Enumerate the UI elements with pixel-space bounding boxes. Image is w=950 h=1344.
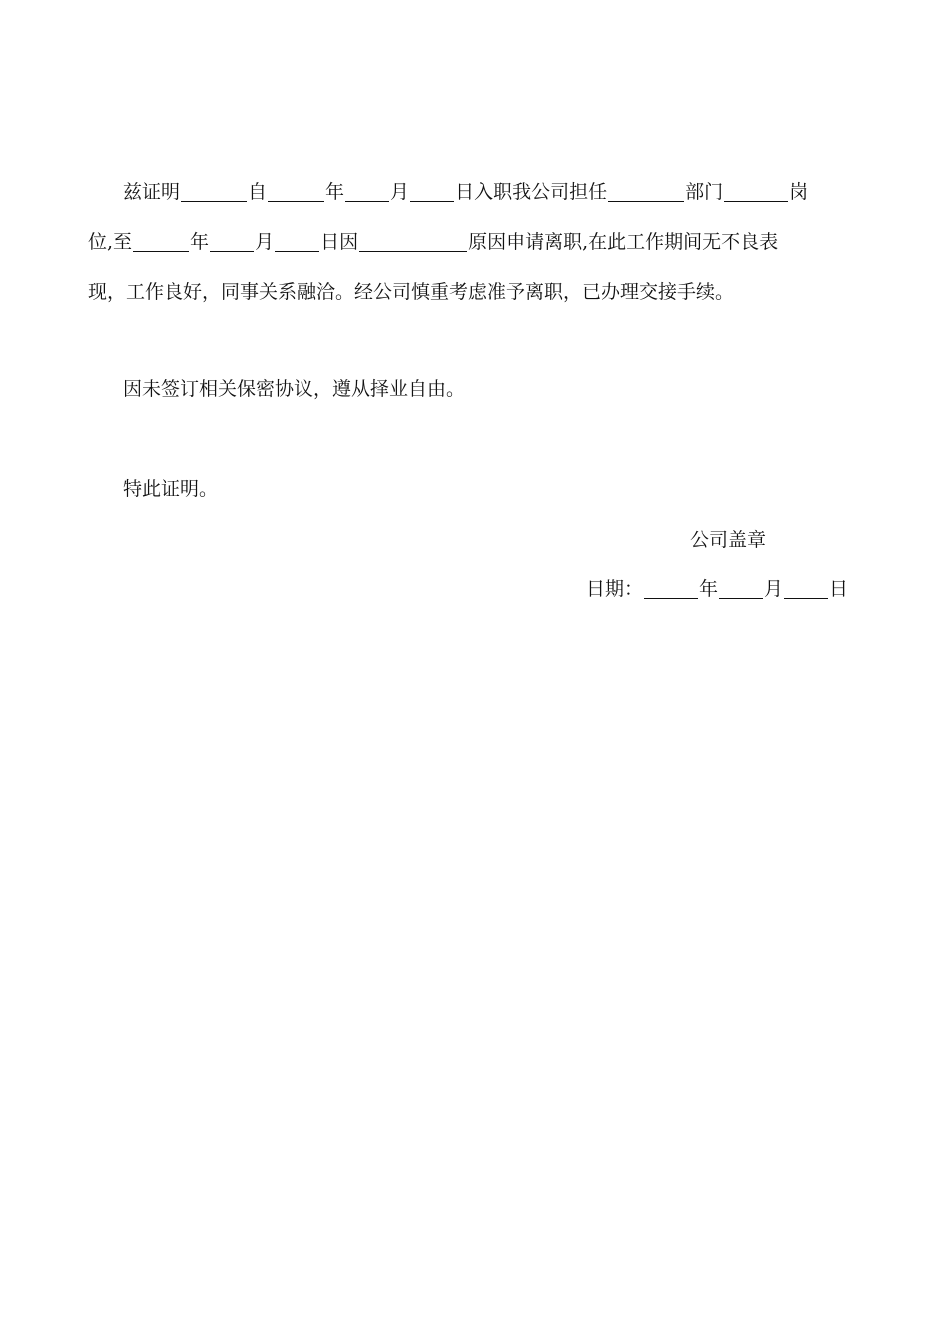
- text-resignation: 原因申请离职,在此工作期间无不良表: [468, 231, 779, 253]
- text-department: 部门: [685, 181, 724, 203]
- date-day-blank: [784, 574, 828, 599]
- name-blank: [181, 177, 247, 202]
- paragraph2: [123, 374, 863, 404]
- date-label: 日期：: [586, 578, 644, 600]
- paragraph1-line2: [88, 227, 863, 257]
- date-month-blank: [719, 574, 763, 599]
- paragraph3: [123, 474, 863, 504]
- text-year-2: 年: [190, 231, 210, 253]
- text-month-2: 月: [255, 231, 275, 253]
- date-line: [586, 574, 886, 604]
- text-hereby-certify: 特此证明。: [123, 478, 219, 500]
- date-month: 月: [764, 578, 784, 600]
- text-performance: 现，工作良好，同事关系融洽。经公司慎重考虑准予离职，已办理交接手续。: [88, 281, 735, 303]
- end-year-blank: [133, 227, 189, 252]
- end-day-blank: [275, 227, 319, 252]
- text-from: 自: [248, 181, 268, 203]
- date-day: 日: [829, 578, 849, 600]
- start-year-blank: [268, 177, 324, 202]
- paragraph1-line1: [123, 177, 863, 207]
- text-day-because: 日因: [320, 231, 359, 253]
- text-month: 月: [390, 181, 410, 203]
- position-blank: [724, 177, 788, 202]
- reason-blank: [359, 227, 467, 252]
- text-year: 年: [325, 181, 345, 203]
- department-blank: [608, 177, 684, 202]
- date-year-blank: [644, 574, 698, 599]
- text-position-start: 岗: [789, 181, 809, 203]
- text-position-end: 位,至: [88, 231, 133, 253]
- paragraph1-line3: [88, 277, 863, 307]
- text-confidentiality: 因未签订相关保密协议，遵从择业自由。: [123, 378, 466, 400]
- start-day-blank: [410, 177, 454, 202]
- end-month-blank: [210, 227, 254, 252]
- start-month-blank: [345, 177, 389, 202]
- date-year: 年: [699, 578, 719, 600]
- text-joined: 日入职我公司担任: [455, 181, 608, 203]
- text-certify: 兹证明: [123, 181, 181, 203]
- seal-line: [690, 525, 890, 555]
- company-seal-label: 公司盖章: [690, 529, 767, 551]
